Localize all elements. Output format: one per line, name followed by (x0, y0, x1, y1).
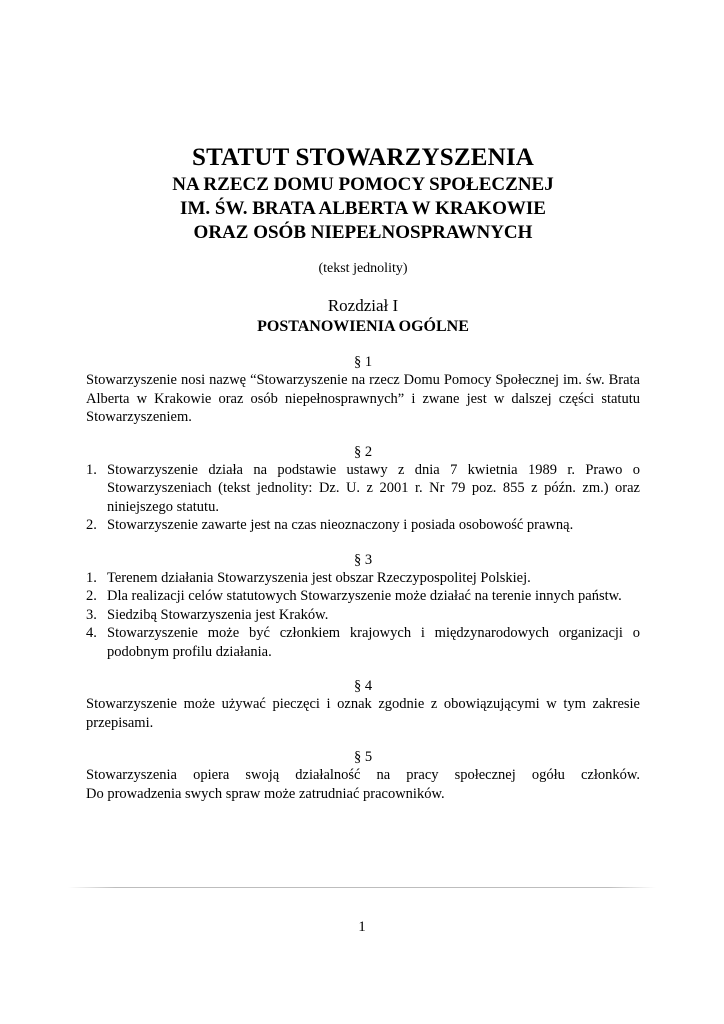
section-2 (86, 443, 640, 535)
document-subtitle (86, 173, 640, 245)
item-number: 1. (86, 461, 97, 478)
subtitle-line: IM. ŚW. BRATA ALBERTA W KRAKOWIE (180, 198, 546, 219)
section-text: Stowarzyszenie może używać pieczęci i oznak zgodnie z obowiązującymi w tym zakresie przepisami. (86, 696, 640, 731)
section-heading: § 4 (353, 678, 373, 694)
section-item-list (86, 569, 640, 662)
section-text-line: Stowarzyszenia opiera swoją działalność na pracy społecznej ogółu członków. (86, 767, 640, 783)
section-3 (86, 551, 640, 662)
document-title: STATUT STOWARZYSZENIA (191, 144, 535, 171)
item-number: 4. (86, 625, 97, 641)
consolidated-text-note: (tekst jednolity) (318, 261, 408, 276)
item-number: 2. (86, 517, 97, 533)
item-text: Stowarzyszenie zawarte jest na czas nieoznaczony i posiada osobowość prawną. (107, 517, 574, 533)
subtitle-line: ORAZ OSÓB NIEPEŁNOSPRAWNYCH (193, 222, 533, 243)
section-heading: § 2 (353, 443, 373, 460)
section-5 (86, 748, 640, 803)
item-number: 3. (86, 606, 97, 623)
list-item (86, 569, 640, 588)
section-4 (86, 677, 640, 732)
section-heading: § 5 (353, 749, 373, 765)
section-text-line: Do prowadzenia swych spraw może zatrudniać pracowników. (86, 785, 445, 802)
list-item (86, 516, 640, 535)
list-item (86, 461, 640, 517)
page-number: 1 (358, 919, 366, 935)
list-item (86, 587, 640, 606)
item-text: Siedzibą Stowarzyszenia jest Kraków. (107, 606, 329, 623)
list-item (86, 624, 640, 661)
item-text: Stowarzyszenie działa na podstawie ustawy z dnia 7 kwietnia 1989 r. Prawo o Stowarzyszeniach (tekst jednolity: Dz. U. z 2001 r. Nr 79 poz. 855 z późn. zm.) oraz niniejszego statutu. (107, 461, 640, 515)
chapter-label: Rozdział I (327, 296, 399, 315)
section-text: Stowarzyszenie nosi nazwę “Stowarzyszenie na rzecz Domu Pomocy Społecznej im. św. Brata Alberta w Krakowie oraz osób niepełnosprawnych” i zwane jest w dalszej części statutu Stowarzyszeniem. (86, 372, 640, 425)
item-number: 2. (86, 588, 97, 604)
section-item-list (86, 461, 640, 535)
list-item (86, 606, 640, 625)
chapter-title: POSTANOWIENIA OGÓLNE (257, 318, 469, 335)
section-heading: § 3 (353, 551, 373, 568)
footer-divider (68, 887, 656, 888)
document-body (86, 143, 640, 803)
section-heading: § 1 (353, 354, 373, 370)
item-text: Terenem działania Stowarzyszenia jest obszar Rzeczypospolitej Polskiej. (107, 569, 531, 586)
item-number: 1. (86, 569, 97, 586)
section-1 (86, 353, 640, 427)
item-text: Stowarzyszenie może być członkiem krajowych i międzynarodowych organizacji o podobnym profilu działania. (107, 625, 640, 660)
subtitle-line: NA RZECZ DOMU POMOCY SPOŁECZNEJ (172, 174, 554, 195)
item-text: Dla realizacji celów statutowych Stowarzyszenie może działać na terenie innych państw. (107, 588, 622, 604)
